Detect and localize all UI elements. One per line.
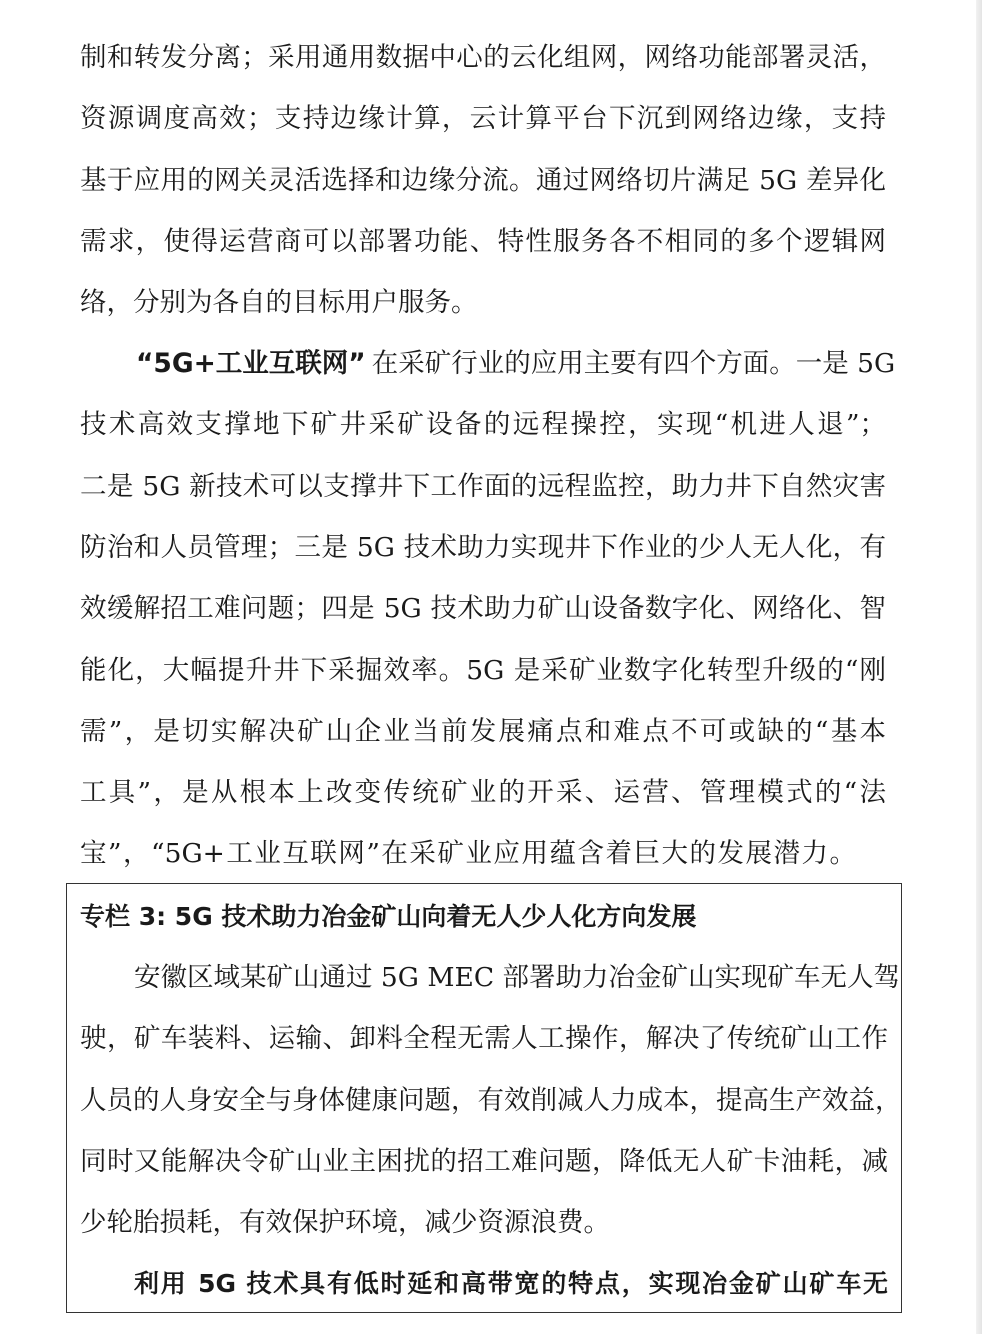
text-line: 能化，大幅提升井下采掘效率。5G 是采矿业数字化转型升级的“刚 [80,655,886,686]
text-line: 需求，使得运营商可以部署功能、特性服务各不相同的多个逻辑网 [80,226,886,257]
text-line: 基于应用的网关灵活选择和边缘分流。通过网络切片满足 5G 差异化 [80,165,886,196]
text-line: 防治和人员管理；三是 5G 技术助力实现井下作业的少人无人化，有 [80,532,886,563]
sidebar-box-highlight-line: 利用 5G 技术具有低时延和高带宽的特点，实现冶金矿山矿车无 [134,1269,888,1298]
page-edge-shadow [976,0,982,1334]
text-line: 宝”，“5G+工业互联网”在采矿业应用蕴含着巨大的发展潜力。 [80,838,856,869]
bold-term-5g-industrial-internet: “5G+工业互联网” [136,348,366,379]
text-line-first [136,344,896,384]
text-line: 驶，矿车装料、运输、卸料全程无需人工操作，解决了传统矿山工作 [80,1023,888,1054]
text-line: 少轮胎损耗，有效保护环境，减少资源浪费。 [80,1207,610,1238]
text-line: 同时又能解决令矿山业主困扰的招工难问题，降低无人矿卡油耗，减 [80,1146,888,1177]
text-line: 络，分别为各自的目标用户服务。 [80,287,478,318]
text-line: 制和转发分离；采用通用数据中心的云化组网，网络功能部署灵活， [80,42,886,73]
text-line: 工具”，是从根本上改变传统矿业的开采、运营、管理模式的“法 [80,777,886,808]
text-line: 资源调度高效；支持边缘计算，云计算平台下沉到网络边缘，支持 [80,103,886,134]
text-line: 效缓解招工难问题；四是 5G 技术助力矿山设备数字化、网络化、智 [80,593,886,624]
text-line-rest: 在采矿行业的应用主要有四个方面。一是 5G [371,348,896,379]
text-line: 二是 5G 新技术可以支撑井下工作面的远程监控，助力井下自然灾害 [80,471,886,502]
sidebar-box-title: 专栏 3: 5G 技术助力冶金矿山向着无人少人化方向发展 [80,902,697,931]
text-line: 需”，是切实解决矿山企业当前发展痛点和难点不可或缺的“基本 [80,716,886,747]
text-line: 安徽区域某矿山通过 5G MEC 部署助力冶金矿山实现矿车无人驾 [134,962,901,993]
text-line: 人员的人身安全与身体健康问题，有效削减人力成本，提高生产效益， [80,1085,902,1116]
text-line: 技术高效支撑地下矿井采矿设备的远程操控，实现“机进人退”； [80,409,886,440]
